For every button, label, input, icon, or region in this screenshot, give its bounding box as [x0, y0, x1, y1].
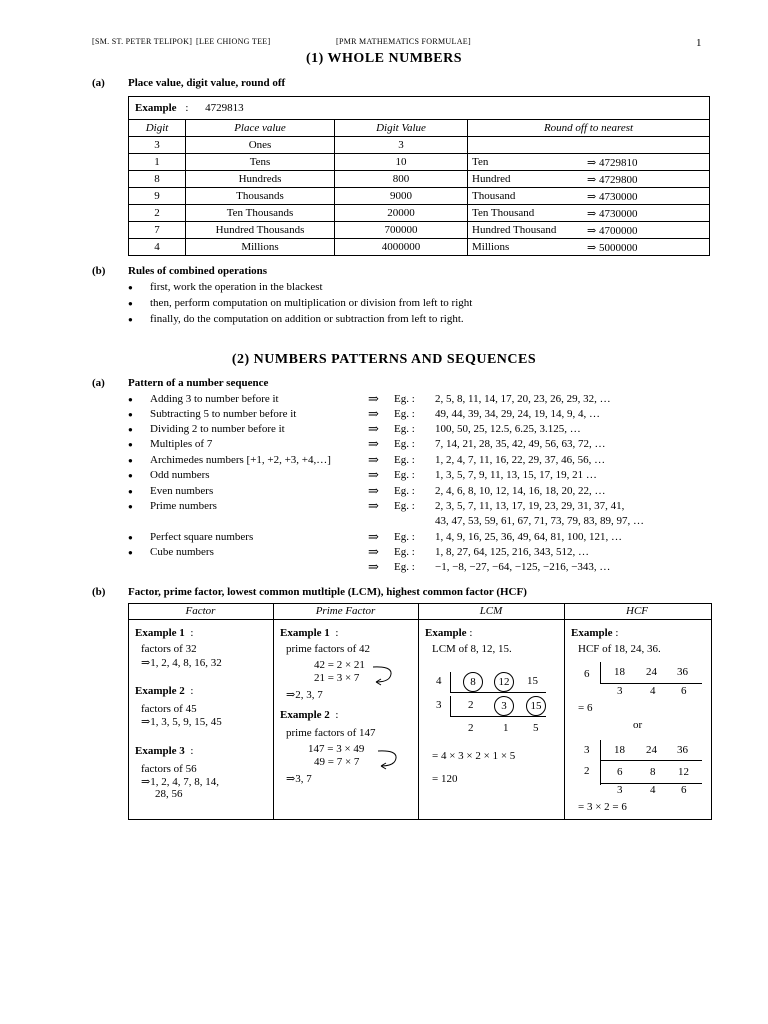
lcm-value: 15 [527, 675, 538, 687]
pattern-sequence: 7, 14, 21, 28, 35, 42, 49, 56, 63, 72, … [435, 438, 606, 450]
eg-label: Eg. : [394, 546, 415, 558]
hcf-value: 4 [650, 685, 656, 697]
table-row [129, 154, 710, 171]
prime-ex2-text: prime factors of 147 [286, 727, 376, 739]
section1-b-title: Rules of combined operations [128, 265, 268, 277]
pattern-name: ● Prime numbers [150, 500, 217, 512]
round-label: Hundred Thousand [472, 223, 557, 236]
factor-ex3-result: ⇒1, 2, 4, 7, 8, 14, [141, 776, 219, 788]
value-cell: 10 [335, 154, 468, 171]
prime-ex1-result: ⇒2, 3, 7 [286, 689, 323, 701]
hcf-value: 4 [650, 784, 656, 796]
circled-number: 12 [494, 672, 514, 692]
round-value: ⇒ 4729810 [587, 156, 638, 169]
lcm-value: 2 [468, 722, 474, 734]
eg-label: Eg. : [394, 561, 415, 573]
section2-title: (2) NUMBERS PATTERNS AND SEQUENCES [231, 352, 537, 367]
digit-cell: 1 [129, 154, 186, 171]
prime-ex1-line2: 21 = 3 × 7 [314, 672, 360, 684]
factor-ex2-result: ⇒1, 3, 5, 9, 15, 45 [141, 716, 222, 728]
pattern-sequence: 49, 44, 39, 34, 29, 24, 19, 14, 9, 4, … [435, 408, 600, 420]
rule-item: ● first, work the operation in the blackest [150, 281, 323, 293]
hcf-or: or [633, 719, 643, 731]
example-label: Example 1 [280, 627, 330, 639]
col-header-prime-factor: Prime Factor [315, 605, 376, 617]
lcm-circled-value [526, 696, 546, 716]
digit-cell: 3 [129, 137, 186, 154]
eg-label: Eg. : [394, 438, 415, 450]
round-cell [468, 137, 710, 154]
hcf-value: 36 [677, 666, 688, 678]
pattern-sequence: 1, 4, 9, 16, 25, 36, 49, 64, 81, 100, 121, … [435, 531, 622, 543]
prime-ex1-line1: 42 = 2 × 21 [314, 659, 365, 671]
table-row [129, 188, 710, 205]
col-digit: Digit [129, 120, 186, 137]
pattern-name: ● Archimedes numbers [+1, +2, +3, +4,…] [150, 454, 331, 466]
table-row [129, 205, 710, 222]
hcf-example: Example : [571, 627, 619, 639]
circled-number: 3 [494, 696, 514, 716]
value-cell: 700000 [335, 222, 468, 239]
digit-cell: 9 [129, 188, 186, 205]
arrow-icon: ⇒ [368, 498, 379, 513]
hcf-value: 36 [677, 744, 688, 756]
col-divider [418, 603, 419, 819]
prime-ex2-line2: 49 = 7 × 7 [314, 756, 360, 768]
round-label: Hundred [472, 172, 511, 185]
round-value: ⇒ 4730000 [587, 190, 638, 203]
prime-ex1-text: prime factors of 42 [286, 643, 370, 655]
prime-ex2-line1: 147 = 3 × 49 [308, 743, 365, 755]
section2-a-label: (a) [92, 377, 105, 389]
pattern-name: ● Cube numbers [150, 546, 214, 558]
factor-example-1: Example 1 : [135, 627, 194, 639]
arrow-icon: ⇒ [368, 467, 379, 482]
eg-label: Eg. : [394, 469, 415, 481]
col-place-value: Place value [186, 120, 335, 137]
lcm-divisor-1: 4 [436, 675, 442, 687]
pattern-name: ● Subtracting 5 to number before it [150, 408, 296, 420]
factor-example-3: Example 3 : [135, 745, 194, 757]
col-round-off: Round off to nearest [468, 120, 710, 137]
division-line [450, 716, 546, 717]
example-row [129, 97, 710, 120]
arrow-icon: ⇒ [368, 544, 379, 559]
header-subject: [PMR MATHEMATICS FORMULAE] [336, 37, 471, 46]
lcm-circled-value [463, 672, 483, 692]
lcm-circled-value [494, 696, 514, 716]
section1-b-label: (b) [92, 265, 106, 277]
header-author: [LEE CHIONG TEE] [196, 37, 271, 46]
division-line [600, 683, 702, 684]
hcf-value: 6 [617, 766, 623, 778]
value-cell: 3 [335, 137, 468, 154]
place-cell: Tens [186, 154, 335, 171]
example-label: Example 1 [135, 627, 185, 639]
circled-number: 15 [526, 696, 546, 716]
hcf-answer-1: = 6 [578, 702, 593, 714]
pattern-sequence: 2, 4, 6, 8, 10, 12, 14, 16, 18, 20, 22, … [435, 485, 606, 497]
cube-negative-sequence: −1, −8, −27, −64, −125, −216, −343, … [435, 561, 611, 573]
example-label: Example 2 [135, 685, 185, 697]
section2-a-title: Pattern of a number sequence [128, 377, 269, 389]
lcm-divisor-2: 3 [436, 699, 442, 711]
table-row [129, 137, 710, 154]
round-label: Thousand [472, 189, 516, 202]
prime-example-1: Example 1 : [280, 627, 339, 639]
eg-label: Eg. : [394, 423, 415, 435]
hcf-text: HCF of 18, 24, 36. [578, 643, 661, 655]
digit-cell: 4 [129, 239, 186, 256]
division-bar [450, 672, 451, 692]
lcm-value: 5 [533, 722, 539, 734]
section2-b-label: (b) [92, 586, 106, 598]
factor-ex1-text: factors of 32 [141, 643, 197, 655]
factor-example-2: Example 2 : [135, 685, 194, 697]
hcf-value: 6 [681, 784, 687, 796]
hcf-value: 8 [650, 766, 656, 778]
rule-item: ● finally, do the computation on addition or subtraction from left to right. [150, 313, 464, 325]
col-header-hcf: HCF [626, 605, 648, 617]
digit-cell: 7 [129, 222, 186, 239]
pattern-sequence: 100, 50, 25, 12.5, 6.25, 3.125, … [435, 423, 581, 435]
factor-ex3-text: factors of 56 [141, 763, 197, 775]
table-header-row [129, 120, 710, 137]
section1-title: (1) WHOLE NUMBERS [305, 51, 463, 66]
round-value: ⇒ 5000000 [587, 241, 638, 254]
place-value-table [128, 96, 710, 256]
page-number: 1 [696, 37, 702, 49]
rule-item: ● then, perform computation on multiplication or division from left to right [150, 297, 472, 309]
pattern-name: ● Perfect square numbers [150, 531, 253, 543]
value-cell: 9000 [335, 188, 468, 205]
round-cell [468, 205, 710, 222]
lcm-result: = 120 [432, 773, 458, 785]
eg-label: Eg. : [394, 500, 415, 512]
digit-cell: 8 [129, 171, 186, 188]
arrow-icon: ⇒ [368, 391, 379, 406]
round-label: Ten Thousand [472, 206, 535, 219]
place-cell: Hundred Thousands [186, 222, 335, 239]
section2-b-title: Factor, prime factor, lowest common mutltiple (LCM), highest common factor (HCF) [128, 586, 527, 598]
curved-arrow-icon [370, 662, 396, 686]
col-divider [564, 603, 565, 819]
round-value: ⇒ 4700000 [587, 224, 638, 237]
arrow-icon: ⇒ [368, 406, 379, 421]
hcf-divisor: 3 [584, 744, 590, 756]
example-value: 4729813 [205, 102, 244, 114]
round-cell [468, 222, 710, 239]
example-label: Example [135, 102, 177, 114]
division-line [450, 692, 546, 693]
hcf-divisor: 6 [584, 668, 590, 680]
arrow-icon: ⇒ [368, 436, 379, 451]
col-header-lcm: LCM [479, 605, 503, 617]
section1-a-title: Place value, digit value, round off [128, 77, 286, 89]
hcf-value: 6 [681, 685, 687, 697]
arrow-icon: ⇒ [368, 452, 379, 467]
value-cell: 4000000 [335, 239, 468, 256]
value-cell: 800 [335, 171, 468, 188]
hcf-value: 18 [614, 666, 625, 678]
round-value: ⇒ 4729800 [587, 173, 638, 186]
lcm-calc: = 4 × 3 × 2 × 1 × 5 [432, 750, 516, 762]
lcm-example: Example : [425, 627, 473, 639]
arrow-icon: ⇒ [368, 529, 379, 544]
hcf-value: 18 [614, 744, 625, 756]
arrow-icon: ⇒ [368, 483, 379, 498]
place-cell: Millions [186, 239, 335, 256]
circled-number: 8 [463, 672, 483, 692]
factor-ex2-text: factors of 45 [141, 703, 197, 715]
prime-example-2: Example 2 : [280, 709, 339, 721]
eg-label: Eg. : [394, 393, 415, 405]
col-digit-value: Digit Value [335, 120, 468, 137]
col-header-factor: Factor [185, 605, 216, 617]
hcf-value: 24 [646, 666, 657, 678]
place-cell: Hundreds [186, 171, 335, 188]
arrow-icon: ⇒ [368, 559, 379, 574]
arrow-icon: ⇒ [368, 421, 379, 436]
col-divider [273, 603, 274, 819]
round-value: ⇒ 4730000 [587, 207, 638, 220]
place-cell: Thousands [186, 188, 335, 205]
eg-label: Eg. : [394, 454, 415, 466]
round-label: Ten [472, 155, 489, 168]
factor-ex3-result-cont: 28, 56 [155, 788, 183, 800]
table-row [129, 239, 710, 256]
hcf-value: 3 [617, 685, 623, 697]
hcf-value: 3 [617, 784, 623, 796]
eg-label: Eg. : [394, 485, 415, 497]
header-school: [SM. ST. PETER TELIPOK] [92, 37, 193, 46]
pattern-name: ● Odd numbers [150, 469, 210, 481]
example-sep: : [185, 102, 189, 114]
round-cell [468, 239, 710, 256]
factor-table-header-divider [128, 619, 711, 620]
division-line [600, 760, 702, 761]
round-label: Millions [472, 240, 510, 253]
pattern-name: ● Dividing 2 to number before it [150, 423, 285, 435]
division-bar [600, 662, 601, 684]
hcf-answer-2: = 3 × 2 = 6 [578, 801, 627, 813]
pattern-sequence: 2, 3, 5, 7, 11, 13, 17, 19, 23, 29, 31, 37, 41, [435, 500, 625, 512]
example-label: Example 3 [135, 745, 185, 757]
place-cell: Ones [186, 137, 335, 154]
pattern-sequence: 2, 5, 8, 11, 14, 17, 20, 23, 26, 29, 32, … [435, 393, 611, 405]
lcm-value: 1 [503, 722, 509, 734]
round-cell [468, 188, 710, 205]
lcm-circled-value [494, 672, 514, 692]
round-cell [468, 154, 710, 171]
table-row [129, 222, 710, 239]
pattern-name: ● Even numbers [150, 485, 213, 497]
place-cell: Ten Thousands [186, 205, 335, 222]
eg-label: Eg. : [394, 531, 415, 543]
hcf-divisor: 2 [584, 765, 590, 777]
pattern-name: ● Multiples of 7 [150, 438, 212, 450]
digit-cell: 2 [129, 205, 186, 222]
example-label: Example [571, 627, 613, 639]
pattern-sequence: 1, 3, 5, 7, 9, 11, 13, 15, 17, 19, 21 … [435, 469, 597, 481]
hcf-value: 24 [646, 744, 657, 756]
round-cell [468, 171, 710, 188]
eg-label: Eg. : [394, 408, 415, 420]
hcf-value: 12 [678, 766, 689, 778]
section1-a-label: (a) [92, 77, 105, 89]
lcm-text: LCM of 8, 12, 15. [432, 643, 512, 655]
lcm-value: 2 [468, 699, 474, 711]
example-label: Example 2 [280, 709, 330, 721]
pattern-sequence-continued: 43, 47, 53, 59, 61, 67, 71, 73, 79, 83, 89, 97, … [435, 515, 644, 527]
curved-arrow-icon [375, 746, 401, 770]
table-row [129, 171, 710, 188]
division-bar [450, 696, 451, 716]
pattern-name: ● Adding 3 to number before it [150, 393, 279, 405]
division-bar [600, 740, 601, 785]
example-label: Example [425, 627, 467, 639]
factor-ex1-result: ⇒1, 2, 4, 8, 16, 32 [141, 657, 222, 669]
pattern-sequence: 1, 8, 27, 64, 125, 216, 343, 512, … [435, 546, 589, 558]
pattern-sequence: 1, 2, 4, 7, 11, 16, 22, 29, 37, 46, 56, … [435, 454, 606, 466]
value-cell: 20000 [335, 205, 468, 222]
prime-ex2-result: ⇒3, 7 [286, 773, 312, 785]
